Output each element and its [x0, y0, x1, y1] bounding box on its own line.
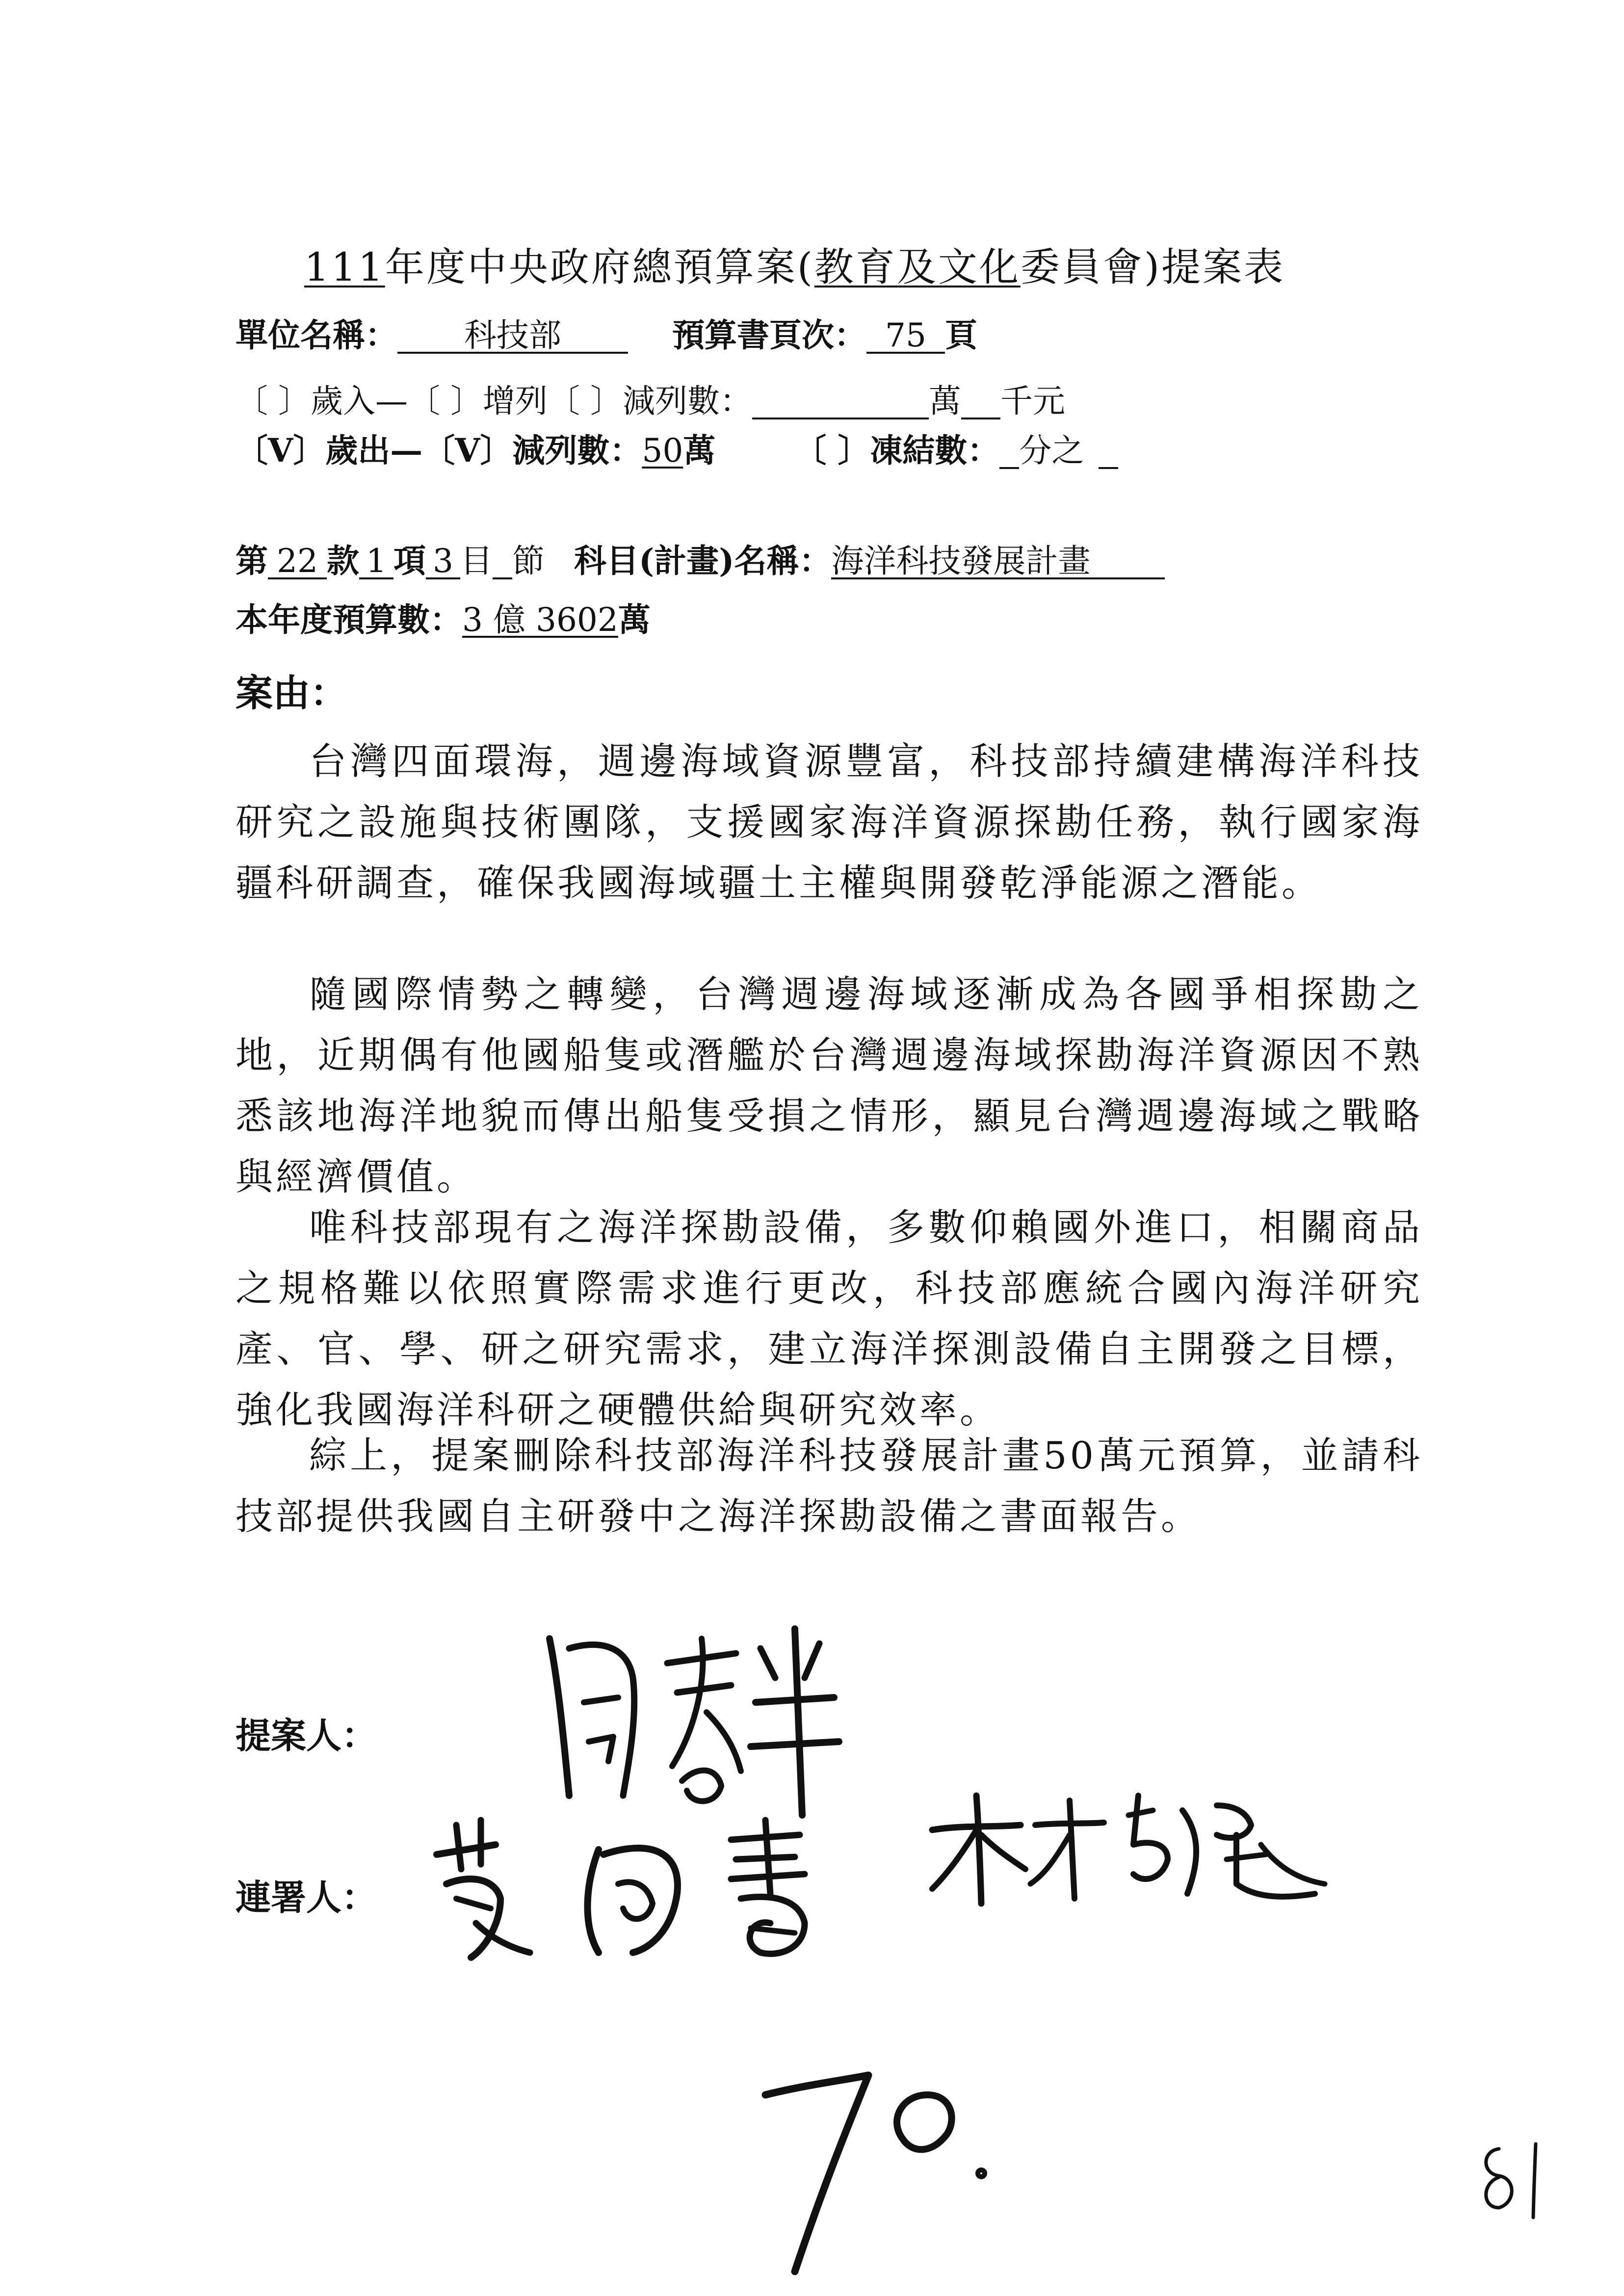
page-number-mark: [1477, 2139, 1550, 2227]
subject-name-value: 海洋科技發展計畫: [831, 545, 1165, 579]
page-label: 預算書頁次：: [672, 316, 866, 354]
title-text-1: 年度中央政府總預算案(: [385, 244, 814, 290]
cosigner-label: 連署人：: [236, 1877, 377, 1918]
subject-name-label: 科目(計畫)名稱：: [574, 542, 832, 580]
mu-label: 目: [460, 542, 493, 580]
budget-value: 3 億 3602: [462, 601, 618, 639]
xiang-value: 1: [359, 545, 393, 579]
page-value: 75: [866, 319, 945, 354]
proposer-label: 提案人：: [236, 1715, 377, 1756]
unit-line: [236, 316, 977, 354]
expense-line: [236, 431, 1118, 470]
xiang-label: 項: [393, 542, 426, 580]
form-title: [304, 235, 1285, 292]
expense-amount: 50: [642, 432, 683, 470]
paragraph-4: 綜上，提案刪除科技部海洋科技發展計畫50萬元預算，並請科技部提供我國自主研發中之海洋探勘設備之書面報告。: [236, 1434, 1423, 1538]
jie-label: 節: [512, 542, 545, 580]
mu-value: 3: [426, 545, 460, 579]
handwritten-number-mark: [756, 2056, 1011, 2281]
revenue-checkboxes: 〔 〕歲入—〔 〕增列〔 〕減列數：: [236, 382, 752, 420]
cosigner-signature-2: [922, 1786, 1344, 1913]
revenue-unit-wan: 萬: [928, 382, 961, 420]
subject-line: [236, 542, 1165, 580]
freeze-label: 〔 〕凍結數：: [794, 431, 1000, 470]
budget-unit: 萬: [618, 600, 651, 639]
paragraph-2: 隨國際情勢之轉變，台灣週邊海域逐漸成為各國爭相探勘之地，近期偶有他國船隻或潛艦於台灣週邊海域探勘海洋資源因不熟悉該地海洋地貌而傳出船隻受損之情形，顯見台灣週邊海域之戰略與經濟價值。: [236, 972, 1423, 1199]
budget-label: 本年度預算數：: [236, 600, 462, 639]
page-suffix: 頁: [945, 316, 977, 354]
cosigner-signature-1: [427, 1810, 878, 1967]
revenue-thousand-blank: [961, 385, 1000, 419]
budget-line: [236, 600, 651, 639]
reason-heading: 案由：: [236, 671, 347, 715]
proposer-signature: [530, 1619, 844, 1825]
expense-unit: 萬: [683, 431, 716, 470]
kuan-value: 22: [268, 545, 327, 579]
expense-checkboxes: 〔V〕歲出—〔V〕減列數：: [236, 431, 642, 470]
paragraph-3: 唯科技部現有之海洋探勘設備，多數仰賴國外進口，相關商品之規格難以依照實際需求進行更改，科技部應統合國內海洋研究產、官、學、研之研究需求，建立海洋探測設備自主開發之目標，強化我國海洋科研之硬體供給與研究效率。: [236, 1205, 1423, 1432]
kuan-prefix: 第: [236, 542, 268, 580]
revenue-line: [236, 382, 1065, 420]
committee-name: 教育及文化: [814, 244, 1021, 290]
revenue-amount-blank: [752, 385, 929, 419]
fiscal-year: 111: [304, 244, 385, 290]
title-text-2: 委員會)提案表: [1020, 244, 1285, 290]
revenue-unit-thousand: 千元: [1000, 382, 1065, 420]
paragraph-1: 台灣四面環海，週邊海域資源豐富，科技部持續建構海洋科技研究之設施與技術團隊，支援國家海洋資源探勘任務，執行國家海疆科研調查，確保我國海域疆土主權與開發乾淨能源之潛能。: [236, 739, 1423, 905]
unit-value: 科技部: [397, 319, 628, 354]
kuan-label: 款: [327, 542, 359, 580]
unit-label: 單位名稱：: [236, 316, 397, 354]
freeze-text: 分之: [1019, 432, 1084, 470]
